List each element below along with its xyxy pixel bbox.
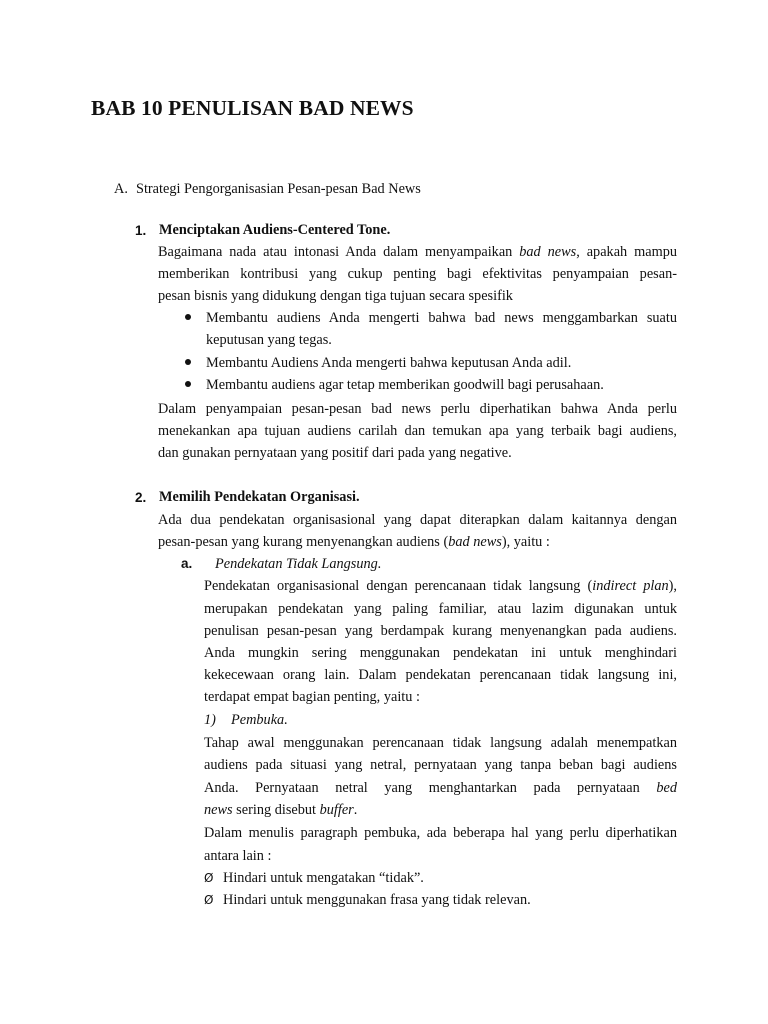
item1-paragraph-line2: memberikan kontribusi yang cukup penting bagi efektivitas penyampaian pesan-	[158, 266, 677, 282]
arrow-bullet-icon: Ø	[204, 871, 214, 885]
item1-bullet-2: Membantu Audiens Anda mengerti bahwa keputusan Anda adil.	[206, 355, 572, 371]
sub-a-line1: Pendekatan organisasional dengan perencanaan tidak langsung (indirect plan),	[204, 578, 678, 594]
part1-line1: Tahap awal menggunakan perencanaan tidak langsung adalah menempatkan	[204, 735, 677, 751]
item1-closing-line3: dan gunakan pernyataan yang positif dari pada yang negative.	[158, 445, 512, 461]
item1-bullet-3: Membantu audiens agar tetap memberikan goodwill bagi perusahaan.	[206, 377, 604, 393]
item2-paragraph-line2: pesan-pesan yang kurang menyenangkan audiens (bad news), yaitu :	[158, 534, 550, 550]
section-a-marker: A.	[114, 181, 128, 197]
arrow-item-1: Hindari untuk mengatakan “tidak”.	[223, 870, 424, 886]
sub-a-line4: Anda mungkin sering menggunakan pendekatan ini untuk menghindari	[204, 645, 677, 661]
bullet-icon	[185, 359, 191, 365]
part1-line4: news sering disebut buffer.	[204, 802, 358, 818]
part1-heading: Pembuka.	[231, 712, 288, 728]
sub-a-line3: penulisan pesan-pesan yang berdampak kurang menyenangkan pada audiens.	[204, 623, 677, 639]
item1-heading: Menciptakan Audiens-Centered Tone.	[159, 222, 391, 238]
part1-line2: audiens pada situasi yang netral, pernyataan yang tanpa beban bagi audiens	[204, 757, 677, 773]
sub-a-line6: terdapat empat bagian penting, yaitu :	[204, 689, 420, 705]
sub-a-heading: Pendekatan Tidak Langsung.	[215, 556, 382, 572]
part1-para2-line1: Dalam menulis paragraph pembuka, ada beberapa hal yang perlu diperhatikan	[204, 825, 677, 841]
sub-a-line2: merupakan pendekatan yang paling familiar, atau lazim digunakan untuk	[204, 601, 677, 617]
document-title: BAB 10 PENULISAN BAD NEWS	[91, 96, 414, 120]
bullet-icon	[185, 314, 191, 320]
section-a-heading: Strategi Pengorganisasian Pesan-pesan Bad News	[136, 181, 421, 197]
item2-paragraph-line1: Ada dua pendekatan organisasional yang dapat diterapkan dalam kaitannya dengan	[158, 512, 677, 528]
arrow-item-2: Hindari untuk menggunakan frasa yang tidak relevan.	[223, 892, 531, 908]
part1-marker: 1)	[204, 712, 216, 728]
part1-line3: Anda. Pernyataan netral yang menghantarkan pada pernyataan bed	[204, 780, 677, 796]
part1-para2-line2: antara lain :	[204, 848, 272, 864]
bullet-icon	[185, 381, 191, 387]
item1-bullet-1-line1: Membantu audiens Anda mengerti bahwa bad news menggambarkan suatu	[206, 310, 677, 326]
item1-bullet-1-line2: keputusan yang tegas.	[206, 332, 332, 348]
item2-number: 2.	[135, 490, 147, 505]
item1-number: 1.	[135, 223, 147, 238]
item2-heading: Memilih Pendekatan Organisasi.	[159, 489, 360, 505]
item1-closing-line2: menekankan apa tujuan audiens carilah dan temukan apa yang terbaik bagi audiens,	[158, 423, 677, 439]
sub-a-line5: kekecewaan orang lain. Dalam pendekatan perencanaan tidak langsung ini,	[204, 667, 677, 683]
item1-paragraph-line3: pesan bisnis yang didukung dengan tiga tujuan secara spesifik	[158, 288, 513, 304]
item1-closing-line1: Dalam penyampaian pesan-pesan bad news perlu diperhatikan bahwa Anda perlu	[158, 401, 677, 417]
item1-paragraph-line1: Bagaimana nada atau intonasi Anda dalam menyampaikan bad news, apakah mampu	[158, 244, 677, 260]
sub-a-marker: a.	[181, 556, 193, 571]
arrow-bullet-icon: Ø	[204, 893, 214, 907]
